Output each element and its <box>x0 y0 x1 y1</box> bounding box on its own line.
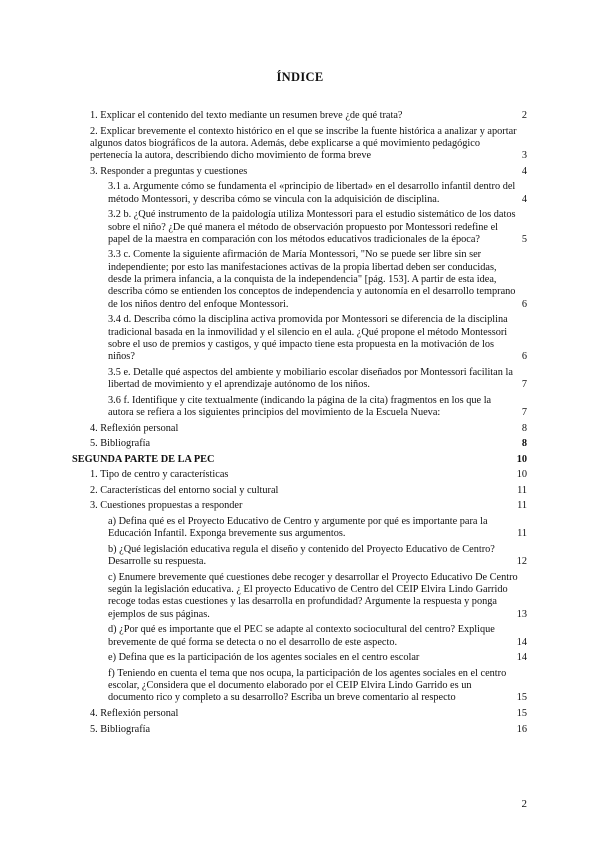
toc-entry-page: 16 <box>516 723 527 735</box>
toc-entry[interactable] <box>90 438 527 450</box>
toc-entry-text: 4. Reflexión personal <box>90 422 179 434</box>
toc-entry[interactable] <box>108 209 527 246</box>
toc-entry-page: 14 <box>516 636 527 648</box>
toc-entry[interactable] <box>108 652 527 664</box>
toc-entry-text: 3.2 b. ¿Qué instrumento de la paidología utiliza Montessori para el estudio sistemático de los datos sobre el niño? ¿De qué manera el método de observación propuesto por Montessori redefine el papel de la maestra en comparación con los métodos educativos tradicionales de la época? <box>108 209 516 245</box>
toc-entry-page: 11 <box>517 500 527 512</box>
toc-entry-page: 6 <box>521 298 527 310</box>
toc-entry[interactable] <box>108 572 527 621</box>
toc-entry-page: 10 <box>516 453 527 465</box>
toc-entry-page: 4 <box>521 165 527 177</box>
toc-entry-page: 13 <box>516 608 527 620</box>
toc-entry-text: 3.5 e. Detalle qué aspectos del ambiente y mobiliario escolar diseñados por Montessori facilitan la libertad de movimiento y el aprendizaje autónomo de los niños. <box>108 366 513 391</box>
toc-entry[interactable] <box>90 423 527 435</box>
toc-section-heading[interactable] <box>72 454 527 466</box>
toc-entry-page: 3 <box>521 150 527 162</box>
toc-entry[interactable] <box>90 126 527 163</box>
toc-entry-page: 2 <box>521 110 527 121</box>
toc-entry-text: a) Defina qué es el Proyecto Educativo de Centro y argumente por qué es importante para la Educación Infantil. Exponga brevemente sus argumentos. <box>108 516 488 540</box>
toc-entry-text: c) Enumere brevemente qué cuestiones debe recoger y desarrollar el Proyecto Educativo De Centro según la legislación educativa. ¿ El proyecto Educativo de Centro del CEIP Elvira Lindo Garrido recoge todas estas cuestiones y las desarrolla en profundidad? Argumente la respuesta y ponga ejemplos de sus páginas. <box>108 571 518 620</box>
toc-entry[interactable] <box>108 249 527 310</box>
page-number: 2 <box>521 798 527 810</box>
toc-entry[interactable] <box>108 314 527 363</box>
toc-entry-page: 6 <box>521 351 527 363</box>
toc-entry-page: 8 <box>521 438 527 450</box>
toc-entry-text: 2. Explicar brevemente el contexto histórico en el que se inscribe la fuente histórica a analizar y aportar algunos datos biográficos de la autora. Además, debe explicarse a qué movimiento pedagógico pertenecía la autora, describiendo dicho movimiento de forma breve <box>90 125 517 162</box>
toc-entry-page: 15 <box>516 708 527 719</box>
toc-entry[interactable] <box>90 166 527 178</box>
toc-entry-text: b) ¿Qué legislación educativa regula el diseño y contenido del Proyecto Educativo de Centro? Desarrolle su respuesta. <box>108 543 495 568</box>
toc-entry[interactable] <box>90 485 527 497</box>
toc-entry-text: 3.1 a. Argumente cómo se fundamenta el «principio de libertad» en el desarrollo infantil dentro del método Montessori, y describa cómo se vincula con la adquisición de disciplina. <box>108 181 516 205</box>
toc-entry-page: 11 <box>517 528 527 540</box>
toc-entry-page: 8 <box>521 422 527 434</box>
toc-entry-page: 10 <box>516 469 527 481</box>
toc-entry-text: 3. Responder a preguntas y cuestiones <box>90 165 248 177</box>
toc-entry-text: f) Teniendo en cuenta el tema que nos ocupa, la participación de los agentes sociales en el centro escolar, ¿Considera que el documento elaborado por el CEIP Elvira Lindo Garrido es un documento rico y completo a su desarrollo? Escriba un breve comentario al respecto <box>108 667 507 704</box>
toc-entry-text: SEGUNDA PARTE DE LA PEC <box>72 453 215 465</box>
toc-entry-page: 11 <box>517 484 527 496</box>
toc-entry-text: 4. Reflexión personal <box>90 708 179 719</box>
page-title: ÍNDICE <box>276 70 324 84</box>
table-of-contents <box>0 110 600 739</box>
toc-entry[interactable] <box>108 624 527 649</box>
toc-entry-page: 5 <box>521 233 527 245</box>
toc-entry-page: 15 <box>516 692 527 704</box>
toc-entry[interactable] <box>90 110 527 122</box>
toc-entry-text: e) Defina que es la participación de los agentes sociales en el centro escolar <box>108 652 420 664</box>
toc-entry-page: 7 <box>521 406 527 418</box>
toc-entry[interactable] <box>90 708 527 720</box>
toc-entry-text: 2. Características del entorno social y cultural <box>90 484 279 496</box>
toc-entry[interactable] <box>108 544 527 569</box>
toc-entry-page: 12 <box>516 556 527 568</box>
toc-entry-text: 3. Cuestiones propuestas a responder <box>90 500 243 512</box>
toc-entry-text: 1. Tipo de centro y características <box>90 469 229 481</box>
toc-entry[interactable] <box>90 724 527 736</box>
toc-entry-text: 3.3 c. Comente la siguiente afirmación de María Montessori, "No se puede ser libre sin ser independiente; por esto las manifestaciones activas de la propia libertad deben ser conducidas, desde la primera infancia, a la conquista de la independencia" [pág. 153]. A partir de esta idea, describa cómo se entienden los conceptos de independencia y autonomía en el desarrollo temprano de los niños dentro del enfoque Montessori. <box>108 249 516 310</box>
toc-entry[interactable] <box>108 367 527 392</box>
toc-entry[interactable] <box>90 500 527 512</box>
toc-entry[interactable] <box>108 668 527 705</box>
toc-entry-text: 3.6 f. Identifique y cite textualmente (indicando la página de la cita) fragmentos en los que la autora se refiera a los siguientes principios del movimiento de la Escuela Nueva: <box>108 394 492 418</box>
toc-entry-text: 5. Bibliografía <box>90 438 151 450</box>
toc-entry-page: 4 <box>521 193 527 205</box>
toc-entry-text: 1. Explicar el contenido del texto mediante un resumen breve ¿de qué trata? <box>90 110 403 121</box>
toc-entry-text: 5. Bibliografía <box>90 723 151 735</box>
toc-entry[interactable] <box>108 395 527 420</box>
toc-entry-page: 7 <box>521 379 527 391</box>
toc-entry[interactable] <box>108 516 527 541</box>
toc-entry-page: 14 <box>516 652 527 664</box>
toc-entry-text: 3.4 d. Describa cómo la disciplina activa promovida por Montessori se diferencia de la disciplina tradicional basada en la inmovilidad y el silencio en el aula. ¿Qué propone el método Montessori sobre el uso de premios y castigos, y qué impacto tiene esta propuesta en la motivación de los niños? <box>108 314 508 363</box>
toc-entry[interactable] <box>108 181 527 206</box>
toc-entry[interactable] <box>90 469 527 481</box>
toc-entry-text: d) ¿Por qué es importante que el PEC se adapte al contexto sociocultural del centro? Explique brevemente de qué forma se detecta o no el desarrollo de este aspecto. <box>108 624 495 648</box>
